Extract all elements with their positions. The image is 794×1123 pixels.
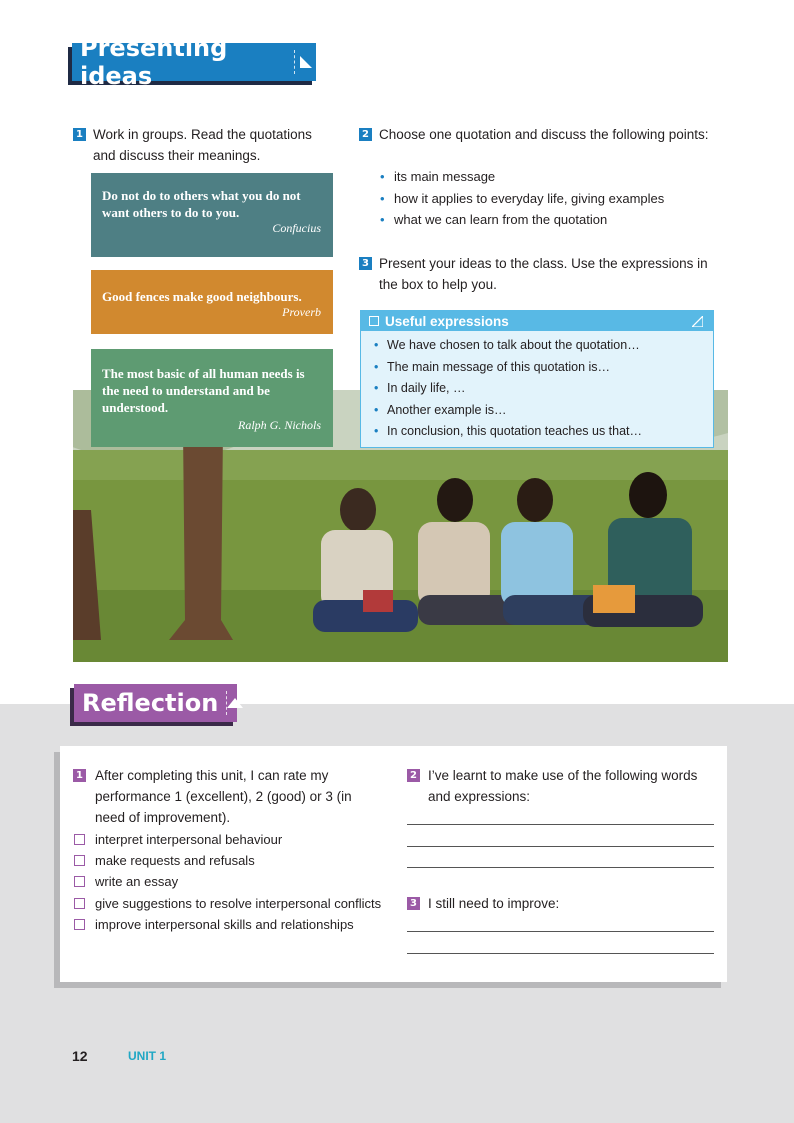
rating-checkbox[interactable] [74,855,85,866]
corner-triangle-icon [294,50,316,74]
useful-expressions-title: Useful expressions [385,313,509,329]
page-number: 12 [72,1048,88,1064]
task-3-text: Present your ideas to the class. Use the expressions in the box to help you. [379,256,708,292]
list-item: • The main message of this quotation is… [373,357,713,379]
useful-expressions-box [360,310,714,448]
answer-line[interactable] [407,867,714,868]
answer-line[interactable] [407,824,714,825]
rating-checkbox[interactable] [74,876,85,887]
rating-checklist [74,829,404,935]
list-item: • what we can learn from the quotation [378,209,718,231]
reflection-1-badge: 1 [73,769,86,782]
list-item [74,829,404,850]
list-item: • how it applies to everyday life, giving examples [378,188,718,210]
task-2-badge: 2 [359,128,372,141]
list-item [74,914,404,935]
reflection-1-text: After completing this unit, I can rate my performance 1 (excellent), 2 (good) or 3 (in need of improvement). [95,768,352,825]
answer-line[interactable] [407,953,714,954]
list-item [74,871,404,892]
list-item: • its main message [378,166,718,188]
list-item [74,893,404,914]
checklist-label: interpret interpersonal behaviour [95,832,283,847]
rating-checkbox[interactable] [74,898,85,909]
reflection-2-badge: 2 [407,769,420,782]
up-triangle-icon [226,691,243,715]
presenting-ideas-heading [72,34,316,90]
checklist-label: give suggestions to resolve interpersonal conflicts [95,895,382,911]
quote-author: Ralph G. Nichols [238,418,321,432]
quote-text: Good fences make good neighbours. [102,289,302,304]
reflection-3-text: I still need to improve: [428,896,560,911]
task-3-badge: 3 [359,257,372,270]
heading-text: Reflection [82,689,219,717]
useful-expressions-list [361,331,713,443]
checklist-label: write an essay [95,874,179,890]
reflection-3-badge: 3 [407,897,420,910]
answer-line[interactable] [407,846,714,847]
reflection-heading [74,684,237,722]
task-2-text: Choose one quotation and discuss the following points: [379,127,709,142]
list-item [74,850,404,871]
task-1-badge: 1 [73,128,86,141]
checklist-label: make requests and refusals [95,853,255,869]
checklist-label: improve interpersonal skills and relationships [95,916,354,932]
quote-author: Proverb [282,305,321,319]
list-item: • Another example is… [373,400,713,422]
corner-triangle-icon [692,316,703,327]
quote-text: Do not do to others what you do not want others to do to you. [102,188,301,220]
quote-card-2 [91,270,333,334]
useful-expressions-title-bar [361,311,713,331]
heading-text: Presenting ideas [80,34,228,90]
task-1-text: Work in groups. Read the quotations and discuss their meanings. [93,127,312,163]
unit-label: UNIT 1 [128,1049,167,1063]
quote-card-3 [91,349,333,447]
task-2-points [378,166,718,231]
checkbox-icon [369,316,379,326]
list-item: • In daily life, … [373,378,713,400]
list-item: • In conclusion, this quotation teaches us that… [373,421,713,443]
quote-card-1 [91,173,333,257]
list-item: • We have chosen to talk about the quotation… [373,335,713,357]
rating-checkbox[interactable] [74,834,85,845]
answer-line[interactable] [407,931,714,932]
reflection-2-text: I’ve learnt to make use of the following words and expressions: [428,768,698,804]
rating-checkbox[interactable] [74,919,85,930]
quote-author: Confucius [272,221,321,235]
quote-text: The most basic of all human needs is the need to understand and be understood. [102,366,305,415]
